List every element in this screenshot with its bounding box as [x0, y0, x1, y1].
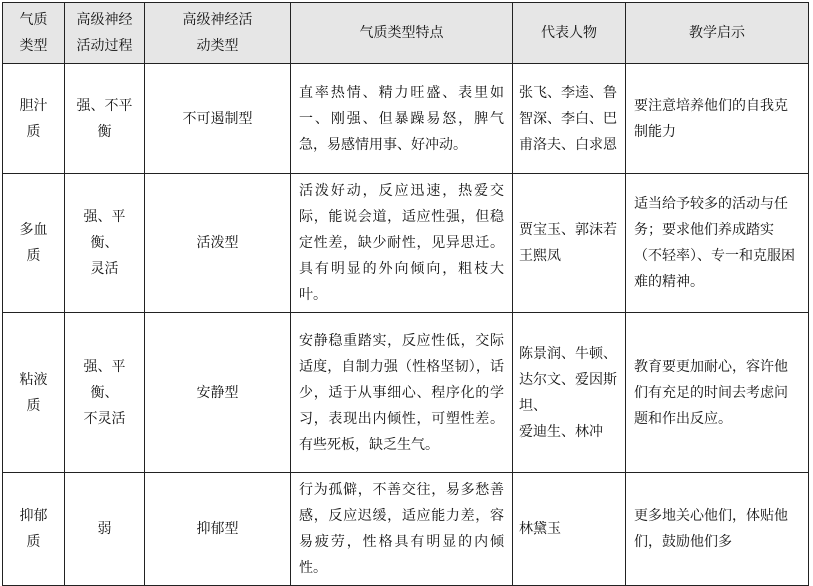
cell-activity: 活泼型: [145, 174, 291, 313]
cell-type: 胆汁 质: [3, 64, 65, 174]
cell-teaching: 适当给予较多的活动与任务；要求他们养成踏实（不轻率）、专一和克服困难的精神。: [626, 174, 809, 313]
header-activity: 高级神经活 动类型: [145, 3, 291, 64]
cell-process: 强、平衡、 不灵活: [65, 313, 145, 473]
cell-type: 多血 质: [3, 174, 65, 313]
cell-teaching: 更多地关心他们，体贴他们，鼓励他们多: [626, 473, 809, 586]
cell-activity: 不可遏制型: [145, 64, 291, 174]
cell-people: 贾宝玉、郭沫若 王熙凤: [513, 174, 626, 313]
header-people: 代表人物: [513, 3, 626, 64]
cell-people: 林黛玉: [513, 473, 626, 586]
header-type: 气质 类型: [3, 3, 65, 64]
cell-activity: 安静型: [145, 313, 291, 473]
cell-activity: 抑郁型: [145, 473, 291, 586]
table-row: [3, 313, 809, 473]
cell-traits: 直率热情、精力旺盛、表里如一、刚强、但暴躁易怒，脾气急，易感情用事、好冲动。: [291, 64, 513, 174]
cell-type: 抑郁 质: [3, 473, 65, 586]
header-process: 高级神经 活动过程: [65, 3, 145, 64]
cell-process: 弱: [65, 473, 145, 586]
cell-process: 强、平衡、 灵活: [65, 174, 145, 313]
table-row: [3, 174, 809, 313]
cell-process: 强、不平 衡: [65, 64, 145, 174]
cell-people: 陈景润、牛顿、 达尔文、爱因斯坦、 爱迪生、林冲: [513, 313, 626, 473]
cell-people: 张飞、李逵、鲁智深、李白、巴甫洛夫、白求恩: [513, 64, 626, 174]
cell-teaching: 要注意培养他们的自我克制能力: [626, 64, 809, 174]
cell-traits: 安静稳重踏实，反应性低，交际适度，自制力强（性格坚韧），话少，适于从事细心、程序化的学习，表现出内倾性，可塑性差。有些死板，缺乏生气。: [291, 313, 513, 473]
table-row: [3, 473, 809, 586]
header-teaching: 教学启示: [626, 3, 809, 64]
header-traits: 气质类型特点: [291, 3, 513, 64]
cell-traits: 行为孤僻，不善交往，易多愁善感，反应迟缓，适应能力差，容易疲劳，性格具有明显的内倾性。: [291, 473, 513, 586]
cell-teaching: 教育要更加耐心，容许他们有充足的时间去考虑问题和作出反应。: [626, 313, 809, 473]
cell-traits: 活泼好动，反应迅速，热爱交际，能说会道，适应性强，但稳定性差，缺少耐性，见异思迁。具有明显的外向倾向，粗枝大叶。: [291, 174, 513, 313]
cell-type: 粘液 质: [3, 313, 65, 473]
table-header-row: [3, 3, 809, 64]
temperament-table: [2, 2, 809, 586]
table-row: [3, 64, 809, 174]
